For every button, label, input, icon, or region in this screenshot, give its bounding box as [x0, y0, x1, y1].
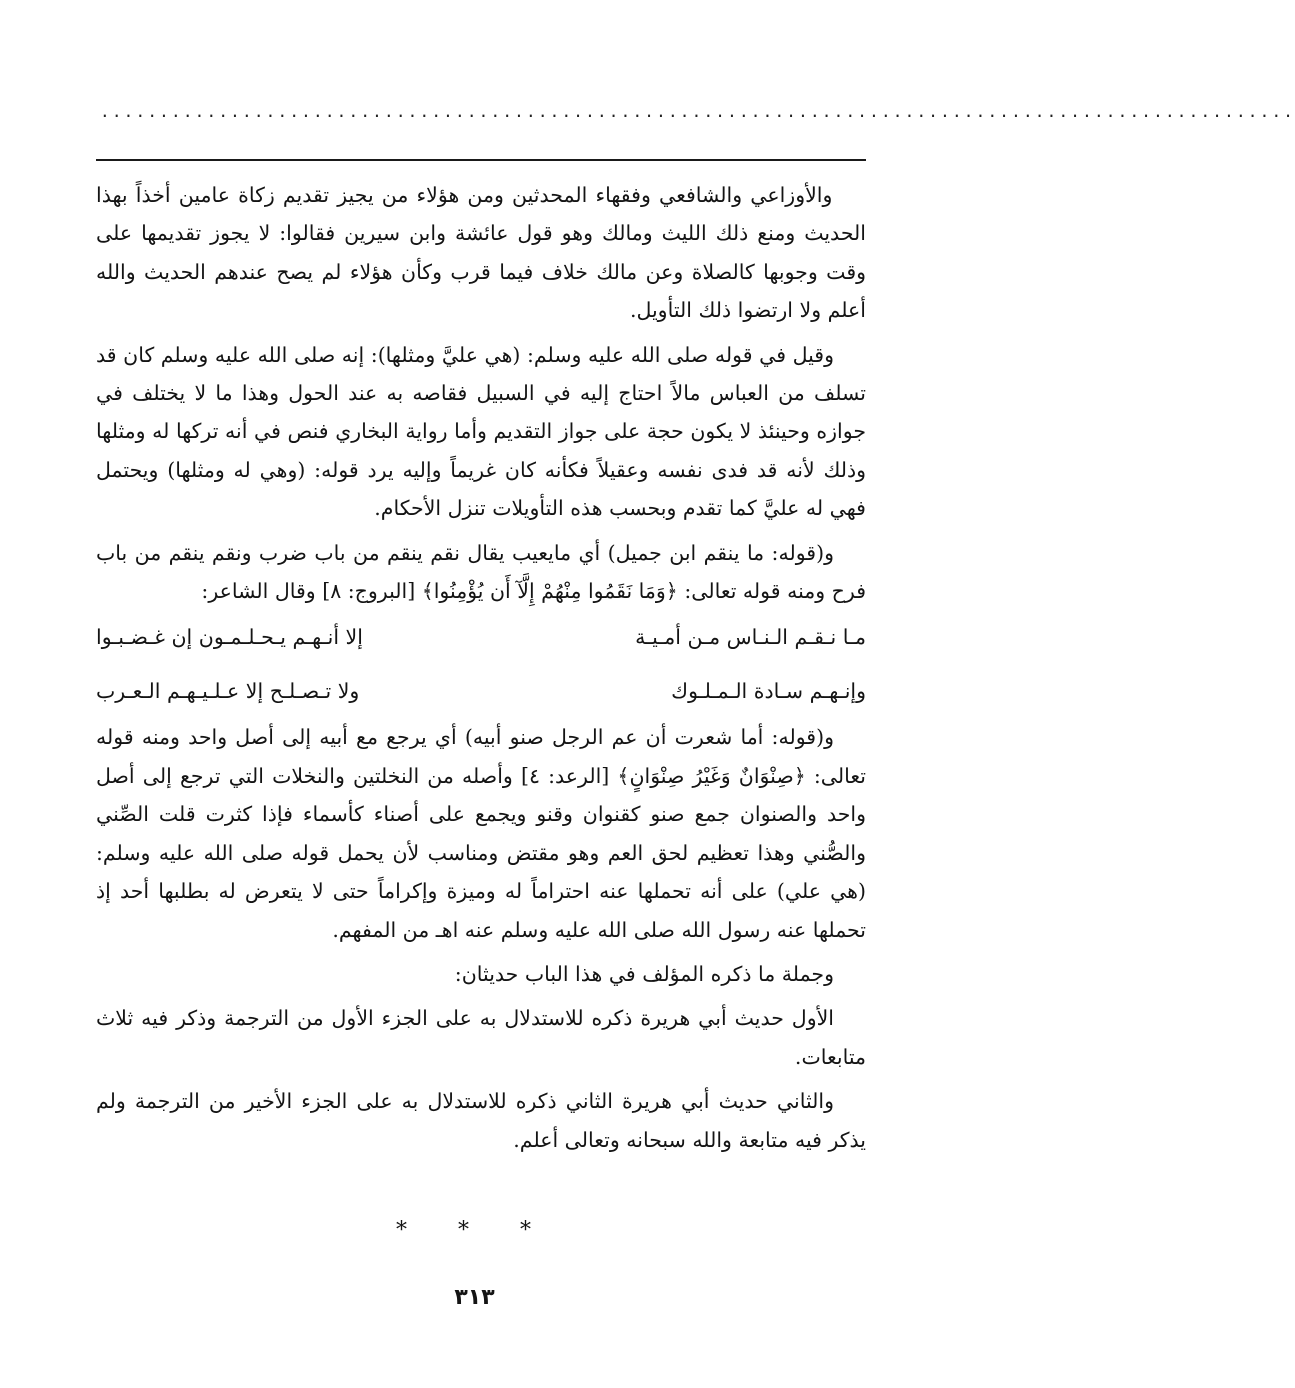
verse-first-hemistich: مـا نـقـم الـنـاس مـن أمـيـة	[635, 625, 866, 650]
paragraph-4	[96, 718, 866, 948]
text-line: بطلبها أحد إذ تحملها عنه رسول الله صلى الله عليه وسلم عنه اهـ من المفهم.	[96, 879, 866, 942]
text-line: يختلف في جوازه وحينئذ لا يكون حجة على جواز التقديم وأما رواية البخاري فنص في	[96, 381, 866, 444]
section-divider-stars: * * *	[396, 1218, 553, 1243]
text-line: الأول حديث أبي هريرة ذكره للاستدلال به على الجزء الأول من الترجمة وذكر فيه	[133, 1006, 834, 1031]
text-line: و(قوله: ما ينقم ابن جميل) أي مايعيب يقال نقم ينقم من باب ضرب ونقم ينقم	[161, 540, 834, 565]
paragraph-2	[96, 336, 866, 528]
poetry-verse-2	[96, 664, 866, 718]
verse-second-hemistich: إلا أنـهـم يـحـلـمـون إن غـضـبـوا	[96, 625, 363, 650]
paragraph-6	[96, 999, 866, 1076]
paragraph-1	[96, 176, 866, 330]
text-line: أنه تركها له ومثلها وذلك لأنه قد فدى نفسه وعقيلاً فكأنه كان غريماً وإليه يرد قوله:	[96, 419, 866, 482]
poetry-verse-1	[96, 610, 866, 664]
text-line: و(قوله: أما شعرت أن عم الرجل صنو أبيه) أي يرجع مع أبيه إلى أصل واحد ومنه	[133, 725, 834, 750]
header-rule	[96, 159, 866, 161]
text-line: كان قد تسلف من العباس مالاً احتاج إليه في السبيل فقاصه به عند الحول وهذا ما لا	[96, 342, 866, 406]
text-line: قوله تعالى: ﴿صِنْوَانٌ وَغَيْرُ صِنْوَانٍ﴾ [الرعد: ٤] وأصله من النخلتين والنخلات التي ترجع	[96, 725, 866, 788]
page-number: ٣١٣	[454, 1285, 495, 1310]
verse-second-hemistich: ولا تـصـلـح إلا عـلـيـهـم الـعـرب	[96, 679, 360, 704]
text-line: قلت الصِّني والصُّني وهذا تعظيم لحق العم وهو مقتض ومناسب لأن يحمل قوله صلى الله	[96, 802, 866, 865]
text-line: الحديث ومنع ذلك الليث ومالك وهو قول عائشة وابن سيرين فقالوا: لا يجوز تقديمها	[132, 221, 866, 246]
main-text	[96, 176, 866, 1159]
verse-first-hemistich: وإنـهـم سـادة الـمـلـوك	[671, 679, 866, 704]
text-line: ولم يذكر فيه متابعة والله سبحانه وتعالى أعلم.	[96, 1089, 866, 1152]
paragraph-7	[96, 1082, 866, 1159]
text-line: والأوزاعي والشافعي وفقهاء المحدثين ومن هؤلاء من يجيز تقديم زكاة عامين أخذاً بهذا	[96, 183, 833, 207]
text-line: عليه وسلم: (هي علي) على أنه تحملها عنه احتراماً له وميزة وإكراماً حتى لا يتعرض له	[96, 840, 866, 904]
header-dotted-line: .....................................................................................................	[100, 102, 1295, 121]
text-line: وجملة ما ذكره المؤلف في هذا الباب حديثان:	[454, 961, 834, 986]
text-line: والثاني حديث أبي هريرة الثاني ذكره للاستدلال به على الجزء الأخير من الترجمة	[125, 1089, 834, 1114]
text-line: الحديث والله أعلم ولا ارتضوا ذلك التأويل.	[96, 259, 866, 323]
paragraph-5	[96, 955, 866, 993]
text-line: من باب فرح ومنه قوله تعالى: ﴿وَمَا نَقَمُوا مِنْهُمْ إِلَّآ أَن يُؤْمِنُوا﴾ [البروج: ٨] وقال الشاعر:	[96, 540, 866, 604]
text-line: وقيل في قوله صلى الله عليه وسلم: (هي عليَّ ومثلها): إنه صلى الله عليه وسلم	[154, 342, 834, 367]
text-line: إلى أصل واحد والصنوان جمع صنو كقنوان وقنو ويجمع على أصناء كأسماء فإذا كثرت	[96, 763, 866, 827]
text-line: (وهي له ومثلها) ويحتمل فهي له عليَّ كما تقدم وبحسب هذه التأويلات تنزل الأحكام.	[96, 457, 866, 521]
text-line: ثلاث متابعات.	[96, 1006, 866, 1069]
text-line: على وقت وجوبها كالصلاة وعن مالك خلاف فيما قرب وكأن هؤلاء لم يصح عندهم	[96, 221, 867, 284]
paragraph-3	[96, 534, 866, 611]
